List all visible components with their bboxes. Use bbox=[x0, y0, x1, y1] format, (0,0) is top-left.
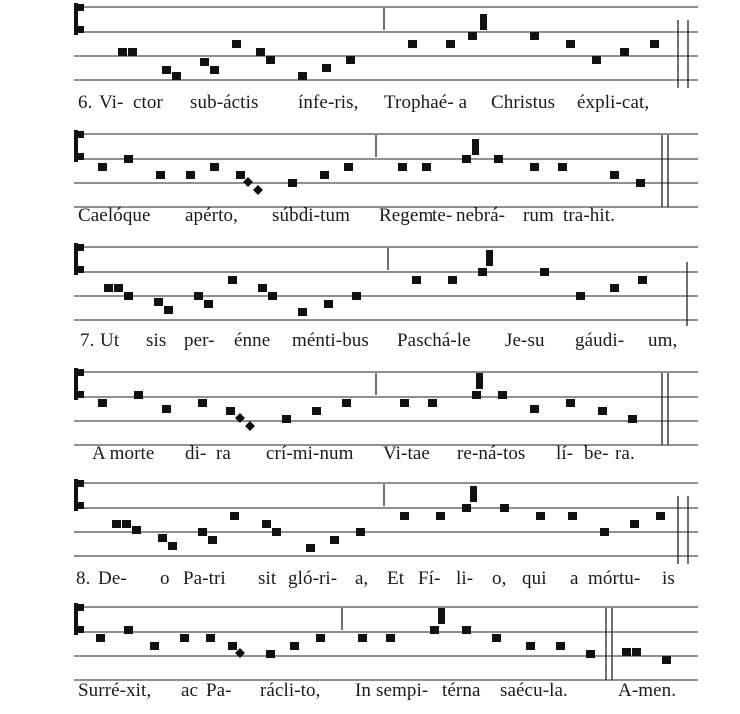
syllable: per- bbox=[184, 330, 215, 351]
lyric-line-2 bbox=[0, 205, 740, 229]
do-clef-icon bbox=[74, 479, 84, 511]
syllable: is bbox=[662, 568, 675, 589]
syllable: Trophaé- a bbox=[384, 92, 468, 113]
syllable: gáudi- bbox=[575, 330, 625, 351]
do-clef-icon bbox=[74, 3, 84, 35]
syllable: A-men. bbox=[618, 680, 677, 701]
syllable: nebrá- bbox=[456, 205, 506, 226]
lyric-line-1 bbox=[0, 92, 740, 116]
syllable: a, bbox=[355, 568, 369, 589]
syllable: Fí- bbox=[418, 568, 441, 589]
syllable: Je-su bbox=[505, 330, 545, 351]
syllable: sis bbox=[146, 330, 167, 351]
syllable: re-ná-tos bbox=[457, 443, 526, 464]
syllable: Vi-tae bbox=[383, 443, 430, 464]
syllable: be- bbox=[584, 443, 609, 464]
verse-number: 6. bbox=[78, 92, 93, 113]
syllable: Paschá-le bbox=[397, 330, 471, 351]
syllable: gló-ri- bbox=[288, 568, 338, 589]
syllable: énne bbox=[234, 330, 271, 351]
syllable: ctor bbox=[133, 92, 163, 113]
music-staff-5 bbox=[0, 476, 740, 566]
syllable: o bbox=[160, 568, 170, 589]
syllable: di- bbox=[185, 443, 207, 464]
syllable: rum bbox=[523, 205, 554, 226]
syllable: Regem bbox=[379, 205, 434, 226]
music-staff-4 bbox=[0, 365, 740, 455]
verse-number: 7. bbox=[80, 330, 95, 351]
syllable: ménti-bus bbox=[292, 330, 369, 351]
syllable: Ut bbox=[100, 330, 120, 351]
syllable: De- bbox=[98, 568, 127, 589]
syllable: o, bbox=[492, 568, 507, 589]
do-clef-icon bbox=[74, 130, 84, 162]
syllable: ínfe-ris, bbox=[298, 92, 359, 113]
lyric-line-6 bbox=[0, 680, 740, 704]
syllable: súbdi-tum bbox=[272, 205, 350, 226]
syllable: Caelóque bbox=[78, 205, 151, 226]
syllable: Vi- bbox=[99, 92, 124, 113]
syllable: sit bbox=[258, 568, 277, 589]
music-staff-1 bbox=[0, 0, 740, 90]
syllable: Pa-tri bbox=[183, 568, 226, 589]
do-clef-icon bbox=[74, 368, 84, 400]
syllable: saécu-la. bbox=[500, 680, 568, 701]
lyric-line-4 bbox=[0, 443, 740, 467]
lyric-line-5 bbox=[0, 568, 740, 592]
verse-number: 8. bbox=[76, 568, 91, 589]
syllable: rácli-to, bbox=[260, 680, 321, 701]
syllable: sempi- bbox=[376, 680, 429, 701]
syllable: sub-áctis bbox=[190, 92, 259, 113]
syllable: te- bbox=[432, 205, 453, 226]
syllable: Pa- bbox=[206, 680, 232, 701]
do-clef-icon bbox=[74, 243, 84, 275]
syllable: um, bbox=[648, 330, 678, 351]
syllable: In bbox=[355, 680, 372, 701]
syllable: Surré-xit, bbox=[78, 680, 152, 701]
music-staff-3 bbox=[0, 240, 740, 330]
syllable: li- bbox=[456, 568, 474, 589]
syllable: ac bbox=[181, 680, 199, 701]
syllable: ra. bbox=[615, 443, 635, 464]
syllable: ra bbox=[216, 443, 231, 464]
syllable: mórtu- bbox=[588, 568, 641, 589]
syllable: éxpli-cat, bbox=[577, 92, 650, 113]
syllable: térna bbox=[442, 680, 481, 701]
syllable: a bbox=[570, 568, 579, 589]
syllable: lí- bbox=[556, 443, 574, 464]
syllable: apérto, bbox=[185, 205, 238, 226]
syllable: crí-mi-num bbox=[266, 443, 354, 464]
syllable: Et bbox=[387, 568, 405, 589]
syllable: qui bbox=[522, 568, 547, 589]
syllable: A morte bbox=[92, 443, 155, 464]
music-staff-2 bbox=[0, 127, 740, 217]
lyric-line-3 bbox=[0, 330, 740, 354]
music-staff-6 bbox=[0, 600, 740, 690]
syllable: Christus bbox=[491, 92, 556, 113]
do-clef-icon bbox=[74, 603, 84, 635]
syllable: tra-hit. bbox=[563, 205, 615, 226]
